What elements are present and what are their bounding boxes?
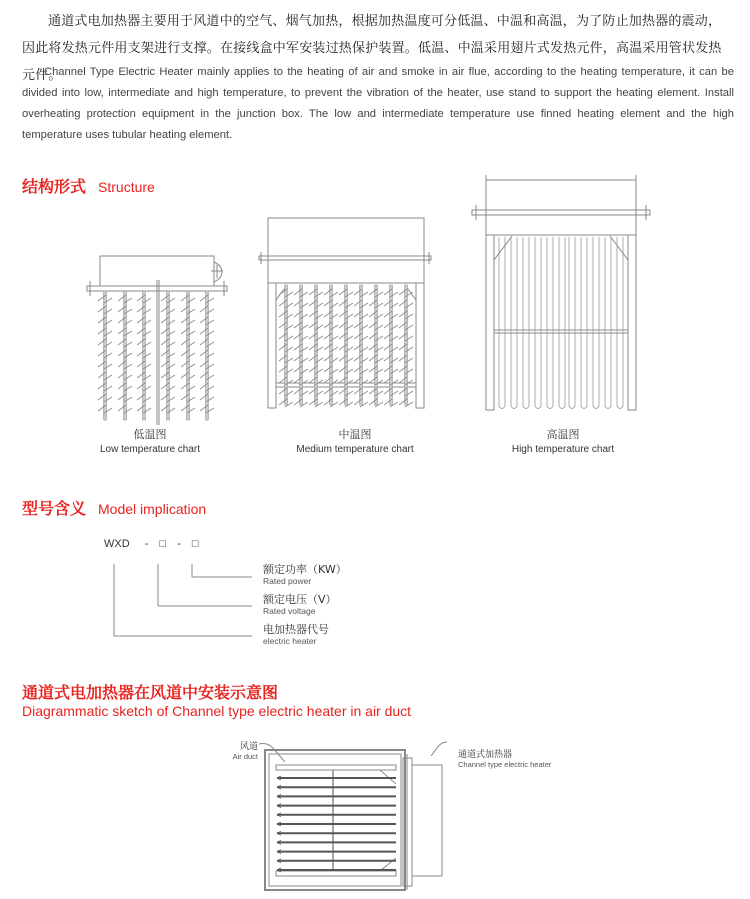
install-title-en: Diagrammatic sketch of Channel type electric heater in air duct (22, 703, 412, 719)
structure-heading (22, 174, 155, 197)
caption-low-en: Low temperature chart (99, 444, 201, 455)
high-tube-7 (581, 237, 587, 409)
model-heading (22, 496, 206, 519)
heater-label-en: Channel type electric heater (458, 760, 552, 769)
heater-leader (431, 742, 447, 756)
high-tube-2 (523, 237, 529, 409)
high-tube-10 (617, 237, 623, 409)
high-tube-4 (547, 237, 553, 409)
model-sep-2: - (177, 538, 181, 550)
leader-power (192, 564, 252, 577)
model-box-power: □ (191, 538, 199, 550)
model-item-code-en: electric heater (263, 636, 317, 646)
intro-en-paragraph: Channel Type Electric Heater mainly applies to the heating of air and smoke in air flue, according to the heating temperature, it can be divided into low, intermediate and high temperature, to prevent the vibration of the heater, use stand to support the heating element. Install overheating protection equipment in the junction box. The low and intermediate temperature use finned heating element and the high temperature uses tubular heating element. (22, 66, 734, 141)
installation-diagram (255, 738, 515, 898)
model-item-voltage (263, 593, 337, 617)
heater-label-zh: 通道式加热器 (458, 750, 513, 760)
caption-medium-zh: 中温图 (338, 429, 372, 441)
model-item-power-zh: 额定功率（KW） (263, 563, 347, 576)
high-temperature-diagram (468, 172, 668, 422)
air-duct-label (222, 739, 258, 761)
high-tube-5 (559, 237, 565, 409)
air-duct-inner (269, 754, 401, 886)
model-item-voltage-en: Rated voltage (263, 606, 316, 616)
model-leader-lines (100, 550, 260, 640)
duct-leader (259, 744, 285, 763)
model-code-prefix: WXD (104, 538, 130, 550)
model-sep-1: - (144, 538, 149, 550)
model-box-voltage: □ (159, 538, 167, 550)
leader-code (114, 564, 252, 636)
leader-voltage (158, 564, 252, 606)
model-title-zh: 型号含义 (22, 499, 87, 518)
high-tube-3 (535, 237, 541, 409)
intro-zh-paragraph: 通道式电加热器主要用于风道中的空气、烟气加热，根据加热温度可分低温、中温和高温，为了防止加热器的震动，因此将发热元件用支架进行支撑。在接线盒中军安装过热保护装置。低温、中温采用翅片式发热元件，高温采用管状发热元件。 (22, 14, 722, 83)
caption-high-en: High temperature chart (511, 444, 615, 455)
caption-low (90, 428, 210, 457)
structure-title-zh: 结构形式 (22, 177, 87, 196)
medium-temperature-diagram (257, 215, 437, 415)
high-tube-1 (511, 237, 517, 409)
high-tube-9 (605, 237, 611, 409)
caption-high (498, 428, 628, 457)
air-duct-label-en: Air duct (232, 752, 258, 761)
model-item-code-zh: 电加热器代号 (263, 623, 329, 636)
low-temperature-diagram (85, 250, 245, 430)
model-item-power-en: Rated power (263, 576, 312, 586)
model-item-power (263, 563, 347, 587)
high-tube-0 (499, 237, 505, 409)
caption-medium-en: Medium temperature chart (296, 444, 414, 455)
caption-low-zh: 低温图 (133, 429, 167, 441)
structure-title-en: Structure (98, 179, 155, 195)
caption-medium (280, 428, 430, 457)
high-tube-8 (593, 237, 599, 409)
model-item-code (263, 623, 329, 647)
model-title-en: Model implication (98, 501, 207, 517)
heater-junction-box (412, 765, 442, 876)
model-code (104, 538, 199, 550)
model-item-voltage-zh: 额定电压（V） (263, 593, 337, 606)
air-duct-label-zh: 风道 (239, 742, 258, 752)
caption-high-zh: 高温图 (546, 429, 580, 441)
high-tube-6 (569, 237, 575, 409)
install-title-zh: 通道式电加热器在风道中安装示意图 (22, 683, 279, 702)
